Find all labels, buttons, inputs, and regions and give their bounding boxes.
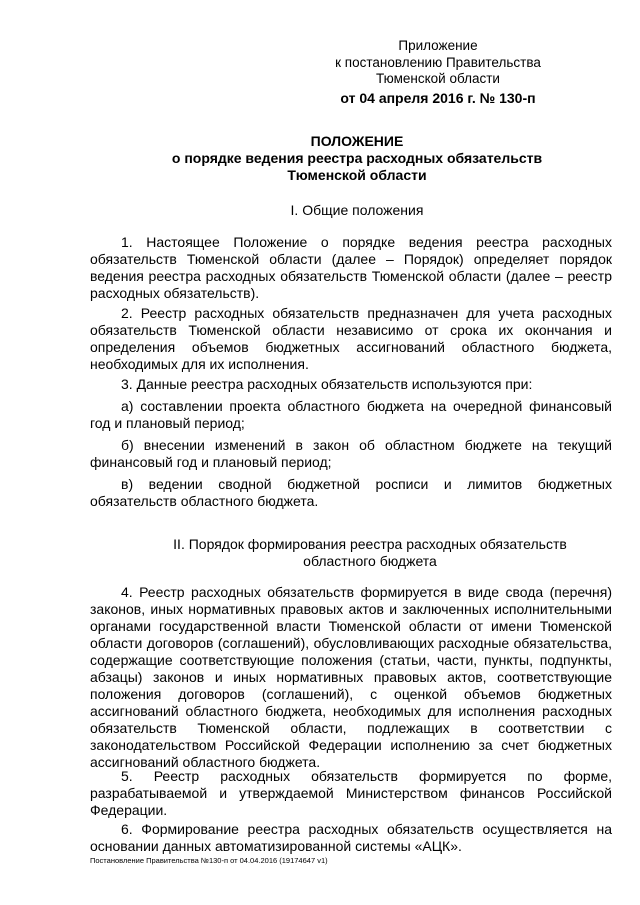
- document-title: [90, 133, 624, 184]
- appendix-date-number: от 04 апреля 2016 г. № 130-п: [340, 89, 536, 106]
- section-1-heading: [90, 202, 624, 219]
- appendix-label: Приложение: [398, 38, 478, 53]
- paragraph-3: 3. Данные реестра расходных обязательств используются при:: [121, 376, 533, 392]
- title-line-3: Тюменской области: [287, 167, 427, 183]
- paragraph-3b: б) внесении изменений в закон об областном бюджете на текущий финансовый год и плановый период;: [90, 437, 612, 470]
- paragraph-3c: в) ведении сводной бюджетной росписи и лимитов бюджетных обязательств областного бюджета.: [90, 476, 612, 509]
- title-line-2: о порядке ведения реестра расходных обязательств: [171, 150, 543, 166]
- section-2-heading: [150, 536, 590, 570]
- paragraph-4: 4. Реестр расходных обязательств формируется в виде свода (перечня) законов, иных нормативных правовых актов и заключенных исполнительными органами государственной власти Тюменской области от имени Тюменской области договоров (соглашений), обусловливающих расходные обязательства, содержащие соответствующие положения (статьи, части, пункты, подпункты, абзацы) законов и иных нормативных правовых актов, соответствующие положения договоров (соглашений), с оценкой объемов бюджетных ассигнований областного бюджета, необходимых для исполнения расходных обязательств Тюменской области, подлежащих в соответствии с законодательством Российской Федерации исполнению за счет бюджетных ассигнований областного бюджета.: [90, 584, 612, 770]
- document-footer: Постановление Правительства №130-п от 04.04.2016 (19174647 v1): [90, 856, 328, 865]
- appendix-region: Тюменской области: [376, 71, 500, 86]
- section-2-heading-line-2: областного бюджета: [303, 553, 437, 569]
- paragraph-2: 2. Реестр расходных обязательств предназначен для учета расходных обязательств Тюменской области независимо от срока их окончания и определения объемов бюджетных ассигнований областного бюджета, необходимых для их исполнения.: [90, 305, 612, 372]
- paragraph-3a: а) составлении проекта областного бюджета на очередной финансовый год и плановый период;: [90, 398, 612, 431]
- appendix-decree-ref: к постановлению Правительства: [335, 54, 541, 70]
- paragraph-1: 1. Настоящее Положение о порядке ведения реестра расходных обязательств Тюменской области (далее – Порядок) определяет порядок ведения реестра расходных обязательств Тюменской области (далее – реестр расходных обязательств).: [90, 234, 612, 301]
- paragraph-6: 6. Формирование реестра расходных обязательств осуществляется на основании данных автоматизированной системы «АЦК».: [90, 821, 612, 854]
- section-2-heading-line-1: II. Порядок формирования реестра расходных обязательств: [173, 536, 567, 552]
- title-line-1: ПОЛОЖЕНИЕ: [310, 133, 404, 149]
- appendix-block: [288, 38, 588, 106]
- paragraph-5: 5. Реестр расходных обязательств формируется по форме, разрабатываемой и утверждаемой Министерством финансов Российской Федерации.: [90, 768, 612, 818]
- section-1-heading-text: I. Общие положения: [290, 202, 424, 218]
